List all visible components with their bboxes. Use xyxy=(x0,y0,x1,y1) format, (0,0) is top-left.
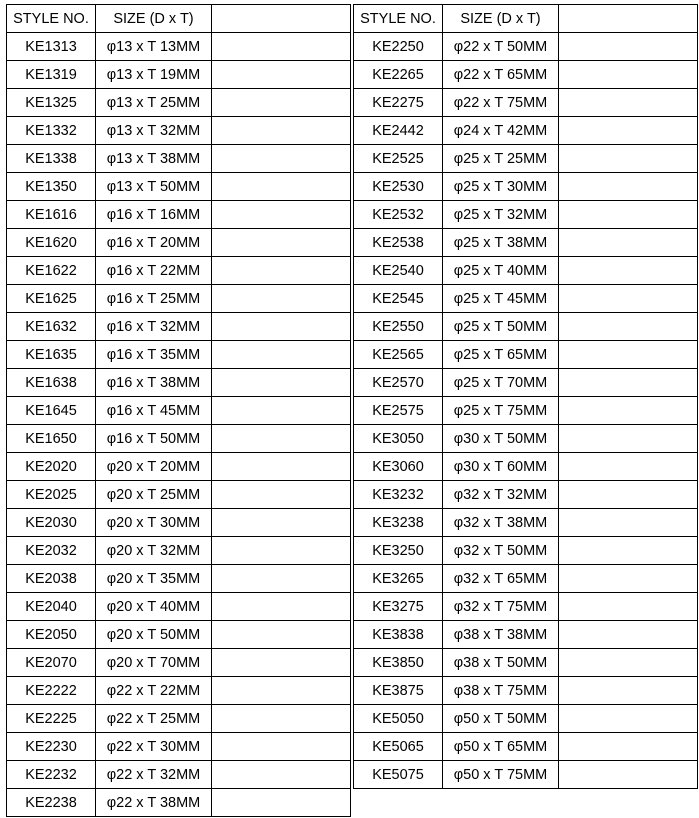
size-cell: φ32 x T 65MM xyxy=(443,565,559,593)
header-row xyxy=(7,5,351,33)
blank-cell xyxy=(212,481,351,509)
blank-cell xyxy=(212,789,351,817)
blank-cell xyxy=(212,369,351,397)
table-row xyxy=(7,593,351,621)
table-row xyxy=(354,621,698,649)
table-row xyxy=(354,61,698,89)
header-style-no: STYLE NO. xyxy=(354,5,443,33)
blank-cell xyxy=(212,257,351,285)
table-row xyxy=(7,89,351,117)
size-cell: φ32 x T 75MM xyxy=(443,593,559,621)
size-cell: φ25 x T 32MM xyxy=(443,201,559,229)
style-no-cell: KE2025 xyxy=(7,481,96,509)
size-cell: φ25 x T 40MM xyxy=(443,257,559,285)
table-row xyxy=(354,397,698,425)
blank-cell xyxy=(559,453,698,481)
blank-cell xyxy=(212,117,351,145)
blank-cell xyxy=(559,257,698,285)
blank-cell xyxy=(559,481,698,509)
style-no-cell: KE2538 xyxy=(354,229,443,257)
size-cell: φ16 x T 16MM xyxy=(96,201,212,229)
size-cell: φ20 x T 70MM xyxy=(96,649,212,677)
blank-cell xyxy=(212,677,351,705)
table-row xyxy=(7,453,351,481)
style-no-cell: KE5075 xyxy=(354,761,443,789)
style-no-cell: KE3850 xyxy=(354,649,443,677)
table-row xyxy=(354,677,698,705)
table-row xyxy=(354,369,698,397)
table-row xyxy=(7,677,351,705)
table-row xyxy=(7,201,351,229)
style-no-cell: KE5065 xyxy=(354,733,443,761)
table-row xyxy=(354,537,698,565)
blank-cell xyxy=(559,537,698,565)
size-cell: φ13 x T 32MM xyxy=(96,117,212,145)
blank-cell xyxy=(212,313,351,341)
blank-cell xyxy=(559,425,698,453)
size-cell: φ16 x T 50MM xyxy=(96,425,212,453)
size-cell: φ22 x T 65MM xyxy=(443,61,559,89)
size-cell: φ16 x T 20MM xyxy=(96,229,212,257)
table-row xyxy=(354,229,698,257)
size-cell: φ25 x T 25MM xyxy=(443,145,559,173)
style-no-cell: KE2030 xyxy=(7,509,96,537)
table-body-right xyxy=(354,33,698,789)
table-body-left xyxy=(7,33,351,817)
size-cell: φ22 x T 38MM xyxy=(96,789,212,817)
size-cell: φ24 x T 42MM xyxy=(443,117,559,145)
table-row xyxy=(7,621,351,649)
size-cell: φ25 x T 45MM xyxy=(443,285,559,313)
size-cell: φ13 x T 38MM xyxy=(96,145,212,173)
table-row xyxy=(354,145,698,173)
table-row xyxy=(354,257,698,285)
blank-cell xyxy=(559,593,698,621)
style-no-cell: KE3050 xyxy=(354,425,443,453)
table-row xyxy=(354,761,698,789)
style-no-cell: KE3060 xyxy=(354,453,443,481)
style-no-cell: KE1635 xyxy=(7,341,96,369)
blank-cell xyxy=(212,341,351,369)
size-cell: φ16 x T 32MM xyxy=(96,313,212,341)
size-cell: φ22 x T 32MM xyxy=(96,761,212,789)
style-no-cell: KE2050 xyxy=(7,621,96,649)
style-no-cell: KE2540 xyxy=(354,257,443,285)
table-row xyxy=(354,481,698,509)
size-cell: φ13 x T 50MM xyxy=(96,173,212,201)
size-cell: φ16 x T 45MM xyxy=(96,397,212,425)
blank-cell xyxy=(212,229,351,257)
blank-cell xyxy=(559,733,698,761)
size-cell: φ20 x T 32MM xyxy=(96,537,212,565)
table-row xyxy=(354,117,698,145)
table-row xyxy=(7,313,351,341)
style-no-cell: KE2570 xyxy=(354,369,443,397)
header-size: SIZE (D x T) xyxy=(96,5,212,33)
blank-cell xyxy=(212,453,351,481)
blank-cell xyxy=(559,761,698,789)
size-cell: φ20 x T 20MM xyxy=(96,453,212,481)
blank-cell xyxy=(212,761,351,789)
table-row xyxy=(7,369,351,397)
style-no-cell: KE2238 xyxy=(7,789,96,817)
table-row xyxy=(7,61,351,89)
style-no-cell: KE1313 xyxy=(7,33,96,61)
blank-cell xyxy=(559,173,698,201)
blank-cell xyxy=(559,229,698,257)
table-row xyxy=(7,565,351,593)
size-cell: φ16 x T 22MM xyxy=(96,257,212,285)
style-no-cell: KE2232 xyxy=(7,761,96,789)
blank-cell xyxy=(559,201,698,229)
table-row xyxy=(354,313,698,341)
blank-cell xyxy=(212,621,351,649)
blank-cell xyxy=(559,285,698,313)
blank-cell xyxy=(212,537,351,565)
blank-cell xyxy=(212,593,351,621)
style-no-cell: KE1616 xyxy=(7,201,96,229)
table-row xyxy=(354,33,698,61)
blank-cell xyxy=(559,33,698,61)
blank-cell xyxy=(559,705,698,733)
size-cell: φ50 x T 50MM xyxy=(443,705,559,733)
style-no-cell: KE2032 xyxy=(7,537,96,565)
size-cell: φ22 x T 75MM xyxy=(443,89,559,117)
blank-cell xyxy=(559,369,698,397)
size-cell: φ20 x T 30MM xyxy=(96,509,212,537)
table-row xyxy=(354,173,698,201)
style-no-cell: KE2225 xyxy=(7,705,96,733)
table-row xyxy=(7,705,351,733)
style-no-cell: KE1620 xyxy=(7,229,96,257)
size-cell: φ25 x T 70MM xyxy=(443,369,559,397)
style-no-cell: KE1625 xyxy=(7,285,96,313)
blank-cell xyxy=(212,425,351,453)
blank-cell xyxy=(559,341,698,369)
style-no-cell: KE1638 xyxy=(7,369,96,397)
size-cell: φ38 x T 75MM xyxy=(443,677,559,705)
blank-cell xyxy=(212,173,351,201)
style-no-cell: KE1622 xyxy=(7,257,96,285)
table-row xyxy=(354,509,698,537)
table-row xyxy=(7,117,351,145)
size-cell: φ32 x T 38MM xyxy=(443,509,559,537)
blank-cell xyxy=(212,61,351,89)
size-cell: φ25 x T 75MM xyxy=(443,397,559,425)
style-no-cell: KE3238 xyxy=(354,509,443,537)
blank-cell xyxy=(559,677,698,705)
table-row xyxy=(7,425,351,453)
size-table-right xyxy=(353,4,698,789)
size-cell: φ32 x T 50MM xyxy=(443,537,559,565)
style-no-cell: KE3838 xyxy=(354,621,443,649)
table-row xyxy=(7,145,351,173)
blank-cell xyxy=(212,201,351,229)
style-no-cell: KE3250 xyxy=(354,537,443,565)
blank-cell xyxy=(212,145,351,173)
size-cell: φ20 x T 50MM xyxy=(96,621,212,649)
style-no-cell: KE1632 xyxy=(7,313,96,341)
table-row xyxy=(7,397,351,425)
style-no-cell: KE2545 xyxy=(354,285,443,313)
size-cell: φ22 x T 30MM xyxy=(96,733,212,761)
size-cell: φ16 x T 35MM xyxy=(96,341,212,369)
style-no-cell: KE2070 xyxy=(7,649,96,677)
blank-cell xyxy=(212,397,351,425)
blank-cell xyxy=(212,89,351,117)
style-no-cell: KE1319 xyxy=(7,61,96,89)
size-cell: φ22 x T 50MM xyxy=(443,33,559,61)
table-row xyxy=(7,789,351,817)
table-row xyxy=(354,341,698,369)
blank-cell xyxy=(559,397,698,425)
blank-cell xyxy=(559,117,698,145)
size-cell: φ30 x T 60MM xyxy=(443,453,559,481)
size-cell: φ25 x T 50MM xyxy=(443,313,559,341)
size-cell: φ30 x T 50MM xyxy=(443,425,559,453)
header-blank xyxy=(559,5,698,33)
style-no-cell: KE1325 xyxy=(7,89,96,117)
blank-cell xyxy=(559,61,698,89)
blank-cell xyxy=(559,313,698,341)
blank-cell xyxy=(212,649,351,677)
size-cell: φ50 x T 75MM xyxy=(443,761,559,789)
table-row xyxy=(354,649,698,677)
size-cell: φ50 x T 65MM xyxy=(443,733,559,761)
table-row xyxy=(354,733,698,761)
style-no-cell: KE2250 xyxy=(354,33,443,61)
style-no-cell: KE2040 xyxy=(7,593,96,621)
table-row xyxy=(354,565,698,593)
style-no-cell: KE2275 xyxy=(354,89,443,117)
size-cell: φ38 x T 50MM xyxy=(443,649,559,677)
blank-cell xyxy=(559,565,698,593)
table-row xyxy=(7,761,351,789)
header-blank xyxy=(212,5,351,33)
blank-cell xyxy=(559,509,698,537)
table-row xyxy=(7,285,351,313)
style-no-cell: KE2550 xyxy=(354,313,443,341)
style-no-cell: KE2530 xyxy=(354,173,443,201)
style-no-cell: KE2565 xyxy=(354,341,443,369)
table-row xyxy=(7,341,351,369)
style-no-cell: KE1645 xyxy=(7,397,96,425)
style-no-cell: KE2575 xyxy=(354,397,443,425)
header-size: SIZE (D x T) xyxy=(443,5,559,33)
style-no-cell: KE2230 xyxy=(7,733,96,761)
style-no-cell: KE3875 xyxy=(354,677,443,705)
blank-cell xyxy=(559,89,698,117)
size-cell: φ13 x T 13MM xyxy=(96,33,212,61)
style-no-cell: KE2525 xyxy=(354,145,443,173)
table-row xyxy=(354,89,698,117)
style-no-cell: KE2265 xyxy=(354,61,443,89)
blank-cell xyxy=(212,705,351,733)
style-no-cell: KE2038 xyxy=(7,565,96,593)
style-no-cell: KE1350 xyxy=(7,173,96,201)
table-row xyxy=(354,593,698,621)
blank-cell xyxy=(212,33,351,61)
table-row xyxy=(354,453,698,481)
blank-cell xyxy=(212,509,351,537)
size-cell: φ20 x T 25MM xyxy=(96,481,212,509)
size-cell: φ25 x T 30MM xyxy=(443,173,559,201)
size-table-left xyxy=(6,4,351,817)
blank-cell xyxy=(559,649,698,677)
header-row xyxy=(354,5,698,33)
style-no-cell: KE1338 xyxy=(7,145,96,173)
table-row xyxy=(7,33,351,61)
size-cell: φ20 x T 35MM xyxy=(96,565,212,593)
size-cell: φ38 x T 38MM xyxy=(443,621,559,649)
style-no-cell: KE1650 xyxy=(7,425,96,453)
table-row xyxy=(7,229,351,257)
size-cell: φ22 x T 22MM xyxy=(96,677,212,705)
style-no-cell: KE2020 xyxy=(7,453,96,481)
size-cell: φ16 x T 25MM xyxy=(96,285,212,313)
table-row xyxy=(7,173,351,201)
style-no-cell: KE2532 xyxy=(354,201,443,229)
table-row xyxy=(7,481,351,509)
blank-cell xyxy=(212,565,351,593)
blank-cell xyxy=(212,733,351,761)
style-no-cell: KE2222 xyxy=(7,677,96,705)
style-no-cell: KE3275 xyxy=(354,593,443,621)
table-row xyxy=(7,509,351,537)
table-row xyxy=(7,537,351,565)
table-row xyxy=(7,257,351,285)
table-row xyxy=(354,705,698,733)
style-no-cell: KE2442 xyxy=(354,117,443,145)
size-cell: φ25 x T 38MM xyxy=(443,229,559,257)
style-no-cell: KE5050 xyxy=(354,705,443,733)
table-row xyxy=(354,201,698,229)
style-no-cell: KE1332 xyxy=(7,117,96,145)
style-no-cell: KE3232 xyxy=(354,481,443,509)
blank-cell xyxy=(559,145,698,173)
header-style-no: STYLE NO. xyxy=(7,5,96,33)
size-cell: φ13 x T 25MM xyxy=(96,89,212,117)
table-row xyxy=(354,425,698,453)
blank-cell xyxy=(559,621,698,649)
table-row xyxy=(7,733,351,761)
size-cell: φ22 x T 25MM xyxy=(96,705,212,733)
table-row xyxy=(354,285,698,313)
size-cell: φ25 x T 65MM xyxy=(443,341,559,369)
size-cell: φ32 x T 32MM xyxy=(443,481,559,509)
blank-cell xyxy=(212,285,351,313)
size-cell: φ13 x T 19MM xyxy=(96,61,212,89)
size-cell: φ20 x T 40MM xyxy=(96,593,212,621)
size-cell: φ16 x T 38MM xyxy=(96,369,212,397)
style-no-cell: KE3265 xyxy=(354,565,443,593)
table-row xyxy=(7,649,351,677)
